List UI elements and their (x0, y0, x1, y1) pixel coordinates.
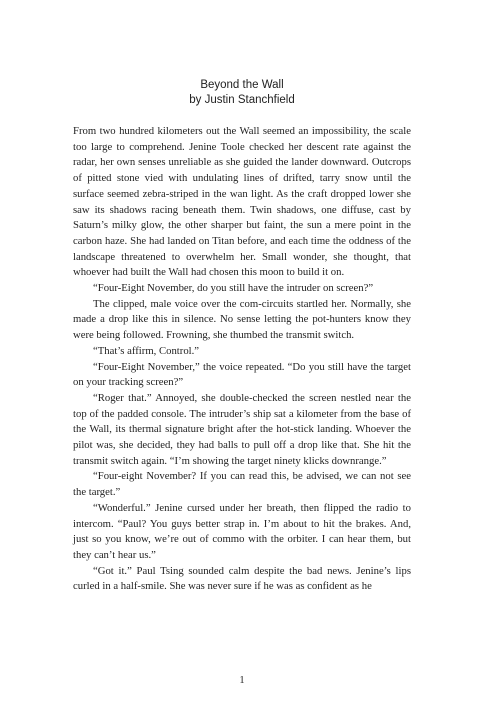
paragraph-1: From two hundred kilometers out the Wall seemed an impossibility, the scale too large to comprehend. Jenine Toole checked her descent rate against the radar, her own senses unreliable as she guided the lander downward. Outcrops of pitted stone vied with undulating lines of drifted, tarry snow until the surface seemed zebra-striped in the wan light. As the craft dropped lower she saw its shadows racing beneath them. Twin shadows, one diffuse, cast by Saturn’s milky glow, the other sharper but faint, the sun a mere point in the carbon haze. She had landed on Titan before, and each time the oddness of the landscape threatened to overwhelm her. Small wonder, she thought, that whoever had built the Wall had chosen this moon to build it on. (73, 125, 411, 279)
page-number: 1 (239, 675, 245, 686)
story-header (0, 78, 484, 108)
paragraph-6: “Roger that.” Annoyed, she double-checked the screen nestled near the top of the padded console. The intruder’s ship sat a kilometer from the base of the Wall, its thermal signature bright after the hot-stick landing. Whoever the pilot was, she decided, they had balls to pull off a drop like that. She hit the transmit switch again. “I’m showing the target ninety klicks downrange.” (73, 391, 411, 467)
story-title: Beyond the Wall (200, 79, 284, 91)
paragraph-5: “Four-Eight November,” the voice repeated. “Do you still have the target on your tracking screen?” (73, 360, 411, 389)
story-byline: by Justin Stanchfield (189, 94, 295, 106)
paragraph-3: The clipped, male voice over the com-circuits startled her. Normally, she made a drop like this in silence. No sense letting the pot-hunters know they were being followed. Frowning, she thumbed the transmit switch. (73, 297, 411, 342)
paragraph-8: “Wonderful.” Jenine cursed under her breath, then flipped the radio to intercom. “Paul? You guys better strap in. I’m about to hit the brakes. And, just so you know, we’re out of commo with the orbiter. I can hear them, but they can’t hear us.” (73, 501, 411, 561)
paragraph-9: “Got it.” Paul Tsing sounded calm despite the bad news. Jenine’s lips curled in a half-smile. She was never sure if he was as confident as he (73, 564, 411, 593)
story-body (73, 124, 411, 595)
paragraph-2: “Four-Eight November, do you still have the intruder on screen?” (93, 282, 374, 295)
paragraph-4: “That’s affirm, Control.” (93, 344, 200, 357)
paragraph-7: “Four-eight November? If you can read this, be advised, we can not see the target.” (73, 470, 411, 499)
